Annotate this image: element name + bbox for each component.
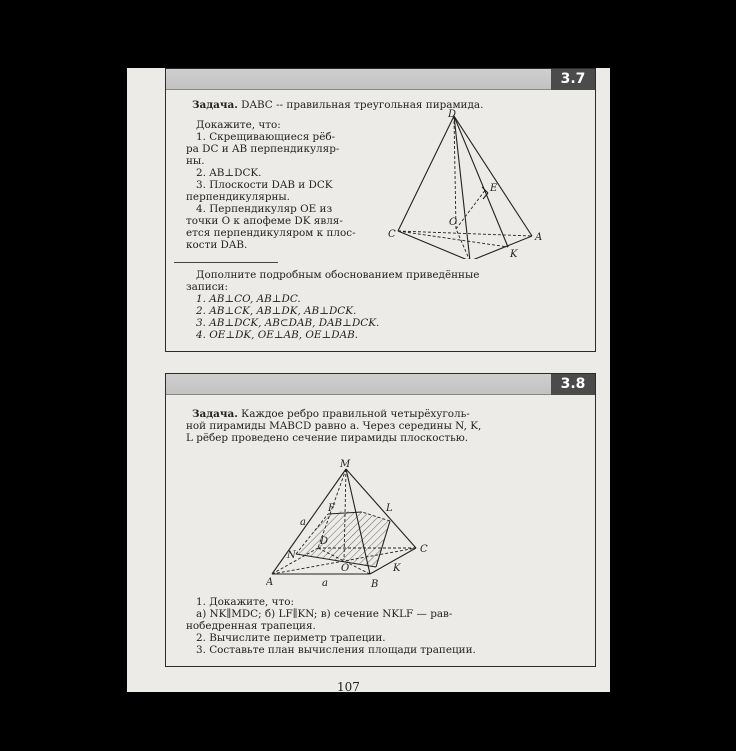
label-k: K xyxy=(393,563,401,574)
label-f: F xyxy=(328,503,335,514)
prove-list: 1. Докажите, что: а) NK∥MDC; б) LF∥KN; в) сечение NKLF — рав- нобедренная трапеция. 2. Вычислите периметр трапеции. 3. Составьте план вычисления площади трапеции. xyxy=(186,596,476,656)
task-statement: Задача. Каждое ребро правильной четырёхуголь- ной пирамиды MABCD равно a. Через середины N, K, L рёбер проведено сечение пирамиды плоскостью. xyxy=(186,408,482,444)
label-a-base: a xyxy=(322,578,328,589)
task-header-bar xyxy=(166,69,595,90)
label-o: O xyxy=(449,217,458,228)
page-number: 107 xyxy=(337,680,360,694)
task-number: 3.7 xyxy=(551,69,595,90)
label-d: D xyxy=(448,109,457,120)
label-c: C xyxy=(420,544,428,555)
task-3-8-box xyxy=(165,373,596,667)
textbook-page xyxy=(127,68,610,692)
label-k: K xyxy=(510,249,518,259)
label-a: A xyxy=(266,577,274,588)
label-n: N xyxy=(287,550,296,561)
label-d: D xyxy=(320,536,329,547)
label-e: E xyxy=(490,183,498,194)
task-3-7-box xyxy=(165,68,596,352)
label-m: M xyxy=(340,459,351,470)
label-a-edge: a xyxy=(300,517,306,528)
pyramid-figure xyxy=(266,459,446,589)
prove-list: Докажите, что: 1. Скрещивающиеся рёб- ра DC и AB перпендикуляр- ны. 2. AB⊥DCK. 3. Плоскости DAB и DCK перпендикулярны. 4. Перпендикуляр OE из точки O к апофеме DK явля- ется перпендикуляром к плос- кости DAB. xyxy=(186,119,356,251)
divider-line xyxy=(174,262,278,263)
tetrahedron-figure xyxy=(386,109,586,259)
task-statement: Задача. DABC -- правильная треугольная пирамида. xyxy=(192,99,484,111)
task-header-bar xyxy=(166,374,595,395)
label-a: A xyxy=(535,232,543,243)
task-number: 3.8 xyxy=(551,374,595,395)
label-l: L xyxy=(386,503,393,514)
label-o: O xyxy=(341,563,350,574)
label-b: B xyxy=(371,579,379,589)
label-c: C xyxy=(388,229,396,240)
records-block: Дополните подробным обоснованием приведённые записи: 1. AB⊥CO, AB⊥DC. 2. AB⊥CK, AB⊥DK, AB⊥DCK. 3. AB⊥DCK, AB⊂DAB, DAB⊥DCK. 4. OE⊥DK, OE⊥AB, OE⊥DAB. xyxy=(186,269,480,341)
